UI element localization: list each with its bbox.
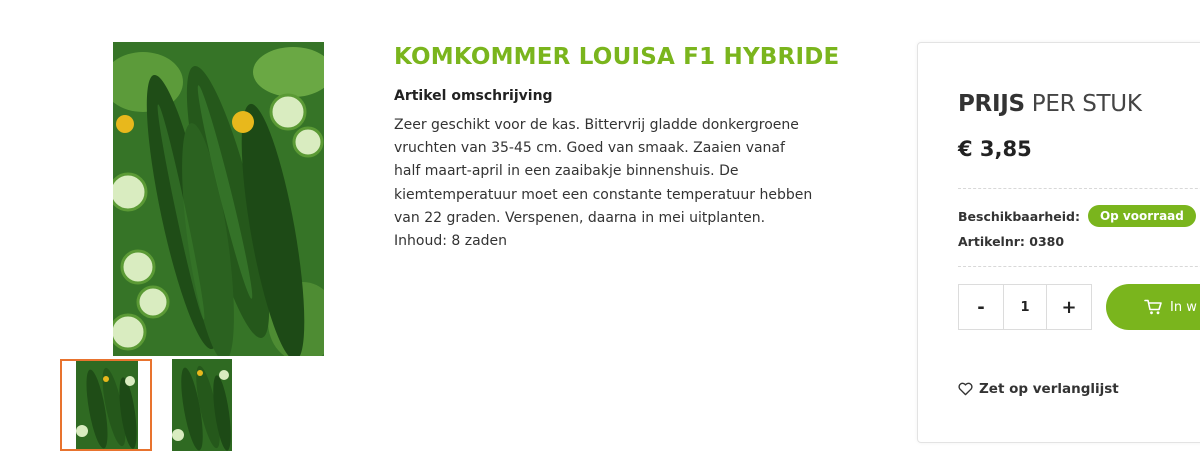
- shopping-cart-icon: [1144, 299, 1162, 315]
- article-number: Artikelnr: 0380: [958, 234, 1065, 249]
- cucumber-image: [113, 42, 324, 356]
- cucumber-thumbnail-icon: [62, 361, 150, 449]
- add-to-cart-button[interactable]: [1106, 284, 1200, 330]
- divider: [958, 188, 1200, 189]
- increase-quantity-button[interactable]: +: [1061, 296, 1077, 318]
- stock-status-badge: Op voorraad: [1088, 205, 1196, 227]
- thumbnail-1[interactable]: [60, 359, 152, 451]
- price-heading-unit: PER STUK: [1024, 91, 1142, 117]
- description-text: Zeer geschikt voor de kas. Bittervrij gladde donkergroene vruchten van 35-45 cm. Goed van smaak. Zaaien vanaf half maart-april in een zaaibakje binnenshuis. De kiemtemperatuur moet een constante temperatuur hebben van 22 graden. Verspenen, daarna in mei uitplanten. Inhoud: 8 zaden: [394, 117, 813, 250]
- product-main-image[interactable]: [113, 42, 324, 356]
- price-heading-bold: PRIJS: [958, 91, 1025, 117]
- add-to-cart-label: In w: [1170, 299, 1197, 315]
- thumbnail-2[interactable]: [160, 359, 246, 451]
- product-title: KOMKOMMER LOUISA F1 HYBRIDE: [394, 44, 840, 70]
- decrease-quantity-button[interactable]: -: [977, 296, 985, 318]
- cucumber-thumbnail-icon: [160, 359, 246, 451]
- price-value: € 3,85: [958, 137, 1032, 161]
- price-heading: [958, 91, 1142, 117]
- wishlist-label: Zet op verlanglijst: [979, 381, 1119, 397]
- availability-label: Beschikbaarheid:: [958, 208, 1080, 224]
- availability-row: [958, 204, 1196, 228]
- price-card: [917, 42, 1200, 443]
- divider: [958, 266, 1200, 267]
- quantity-input[interactable]: [1003, 285, 1047, 329]
- heart-icon: [958, 382, 973, 396]
- quantity-stepper: [958, 284, 1092, 330]
- description-heading: Artikel omschrijving: [394, 88, 553, 104]
- add-to-wishlist-link[interactable]: [958, 381, 1119, 397]
